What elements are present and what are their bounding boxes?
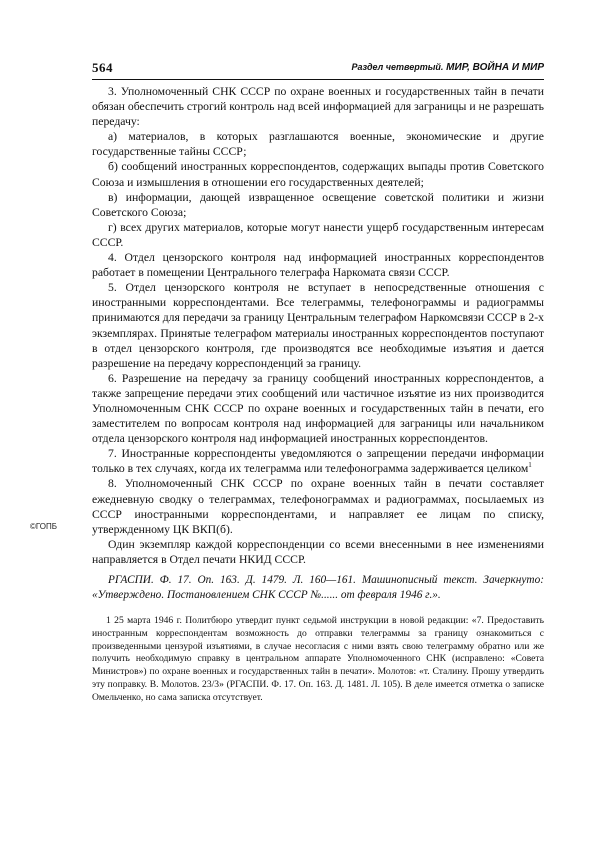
paragraph-4: 4. Отдел цензорского контроля над информацией иностранных корреспондентов работает в помещении Центрального телеграфа Наркомата связи СССР.: [92, 251, 544, 280]
running-head-part: Раздел четвертый.: [351, 62, 444, 72]
paragraph-3b: б) сообщений иностранных корреспондентов, содержащих выпады против Советского Союза и измышления в отношении его государственных деятелей;: [92, 160, 544, 189]
page-number: 564: [92, 60, 113, 75]
header-rule: [92, 79, 544, 80]
archival-source: РГАСПИ. Ф. 17. Оп. 163. Д. 1479. Л. 160—161. Машинописный текст. Зачеркнуто: «Утверждено. Постановлением СНК СССР №...... от февраля 1946 г.».: [92, 574, 544, 601]
running-head: [351, 62, 544, 73]
document-body: [92, 84, 544, 714]
footnote-mark: 1: [528, 461, 532, 470]
paragraph-3a: а) материалов, в которых разглашаются военные, экономические и другие государственные тайны СССР;: [92, 130, 544, 159]
paragraph-3c: в) информации, дающей извращенное освещение советской политики и жизни Советского Союза;: [92, 190, 544, 219]
paragraph-6: 6. Разрешение на передачу за границу сообщений иностранных корреспондентов, а также запрещение передачи этих сообщений или частичное изъятие из них производится Уполномоченным СНК СССР по охране военных и государственных тайн в печати, его заместителем по вопросам контроля над информацией для заграницы или начальником отдела цензорского контроля над информацией иностранных корреспондентов.: [92, 371, 544, 446]
paragraph-8: 8. Уполномоченный СНК СССР по охране военных тайн в печати составляет ежедневную сводку о телеграммах, телефонограммах и радиограммах, посылаемых из СССР иностранными корреспондентами, и направляет ее лицам по списку, утвержденному ЦК ВКП(б).: [92, 477, 544, 536]
paragraph-5: 5. Отдел цензорского контроля не вступает в непосредственные отношения с иностранными корреспондентами. Все телеграммы, телефонограммы и радиограммы принимаются для передачи за границу Центральным телеграфом Наркомсвязи СССР в 2-х экземплярах. Принятые телеграфом материалы иностранных корреспондентов поступают в отдел цензорского контроля, где производятся все необходимые изъятия и дается разрешение на передачу корреспонденций за границу.: [92, 281, 544, 370]
footnote: 1 25 марта 1946 г. Политбюро утвердит пункт седьмой инструкции в новой редакции: «7. Предоставить иностранным корреспондентам возможность до отправки телеграммы за границу ознакомиться с произведенными цензурой изъятиями, в случае несогласия с ними взять свою телеграмму обратно или же получить необходимую справку в центральном аппарате Уполномоченного СНК (исправлено: «Совета Министров») по охране военных и государственных тайн в печати». Молотов: «т. Сталину. Прошу утвердить эту поправку. В. Молотов. 23/3» (РГАСПИ. Ф. 17. Оп. 163. Д. 1481. Л. 105). В деле имеется отметка о записке Омельченко, но сама записка отсутствует.: [92, 615, 544, 703]
paragraph-9: Один экземпляр каждой корреспонденции со всеми внесенными в нее изменениями направляется в Отдел печати НКИД СССР.: [92, 537, 544, 566]
paragraph-3: 3. Уполномоченный СНК СССР по охране военных и государственных тайн в печати обязан обеспечить строгий контроль над всей информацией для заграницы и не разрешать передачу:: [92, 85, 544, 129]
page-header: [92, 60, 544, 80]
paragraph-7: [92, 446, 544, 476]
library-stamp: ©ГОПБ: [30, 522, 57, 531]
running-head-title: МИР, ВОЙНА И МИР: [446, 62, 544, 73]
paragraph-3d: г) всех других материалов, которые могут нанести ущерб государственным интересам СССР.: [92, 220, 544, 249]
paragraph-7-text: 7. Иностранные корреспонденты уведомляются о запрещении передачи информации только в тех случаях, когда их телеграмма или телефонограмма задерживается целиком: [92, 447, 544, 476]
